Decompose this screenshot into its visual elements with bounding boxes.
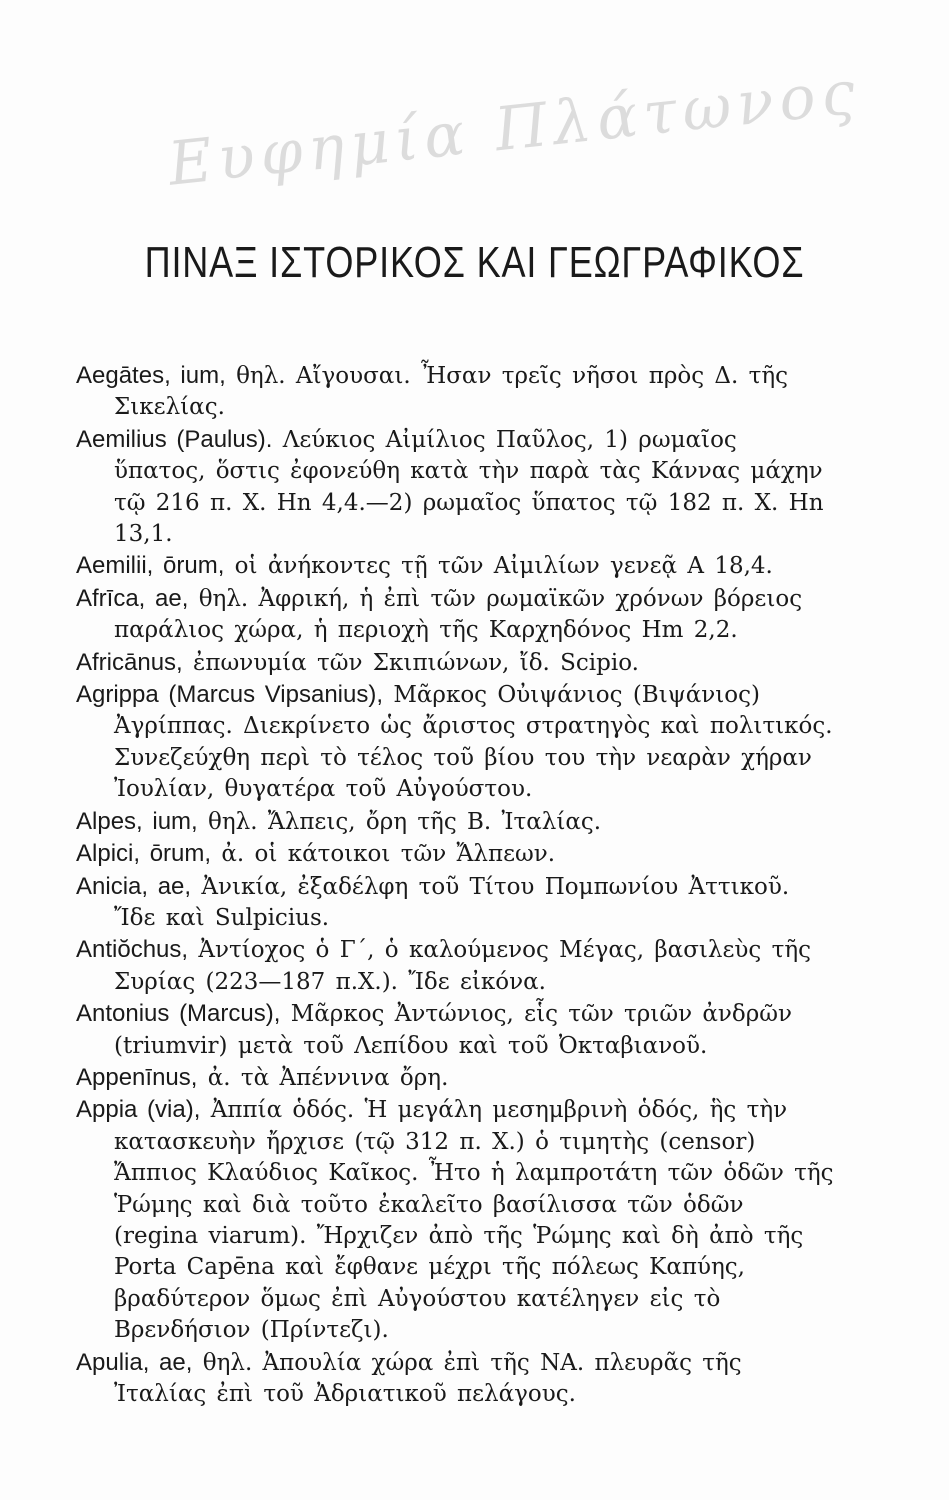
entry-apulia	[76, 1347, 836, 1411]
entry-lemma: Apulia, ae,	[76, 1348, 193, 1376]
entry-lemma: Aegātes, ium,	[76, 362, 226, 389]
entry-text: Ἀππία ὁδός. Ἡ μεγάλη μεσημβρινὴ ὁδός, ἣς τὴν κατασκευὴν ἤρχισε (τῷ 312 π. Χ.) ὁ τιμητὴς (censor) Ἄππιος Κλαύδιος Καῖκος. Ἦτο ἡ λαμπροτάτη τῶν ὁδῶν τῆς Ῥώμης καὶ διὰ τοῦτο ἐκαλεῖτο βασίλισσα τῶν ὁδῶν (regina viarum). Ἤρχιζεν ἀπὸ τῆς Ῥώμης καὶ δὴ ἀπὸ τῆς Porta Capēna καὶ ἔφθανε μέχρι τῆς πόλεως Καπύης, βραδύτερον ὅμως ἐπὶ Αὐγούστου κατέληγεν εἰς τὸ Βρενδήσιον (Πρίντεζι).	[114, 1097, 834, 1344]
entry-lemma: Agrippa (Marcus Vipsanius),	[76, 681, 384, 709]
entry-list	[76, 360, 836, 1410]
entry-text: ἀ. τὰ Ἀπέννινα ὄρη.	[207, 1064, 449, 1091]
entry-text: Μᾶρκος Οὐιψάνιος (Βιψάνιος) Ἀγρίππας. Διεκρίνετο ὡς ἄριστος στρατηγὸς καὶ πολιτικός. Συνεζεύχθη περὶ τὸ τέλος τοῦ βίου του τὴν νεαρὰν χήραν Ἰουλίαν, θυγατέρα τοῦ Αὐγούστου.	[114, 682, 833, 803]
entry-text: θηλ. Ἀφρική, ἡ ἐπὶ τῶν ρωμαϊκῶν χρόνων βόρειος παράλιος χώρα, ἡ περιοχὴ τῆς Καρχηδόνος Hm 2,2.	[114, 585, 803, 644]
entry-agrippa	[76, 679, 836, 806]
page-title: ΠΙΝΑΞ ΙΣΤΟΡΙΚΟΣ ΚΑΙ ΓΕΩΓΡΑΦΙΚΟΣ	[144, 238, 805, 287]
entry-aemilii	[76, 550, 836, 582]
entry-text: Μᾶρκος Ἀντώνιος, εἷς τῶν τριῶν ἀνδρῶν (triumvir) μετὰ τοῦ Λεπίδου καὶ τοῦ Ὀκταβιανοῦ.	[114, 1001, 792, 1059]
entry-text: ἐπωνυμία τῶν Σκιπιώνων, ἴδ. Scipio.	[193, 649, 639, 676]
entry-lemma: Appia (via),	[76, 1096, 201, 1124]
entry-text: θηλ. Αἴγουσαι. Ἦσαν τρεῖς νῆσοι πρὸς Δ. τῆς Σικελίας.	[114, 363, 789, 421]
entry-appia	[76, 1094, 836, 1346]
entry-lemma: Antonius (Marcus),	[76, 1000, 281, 1028]
handwritten-signature: Ευφημία Πλάτωνος	[165, 57, 865, 200]
entry-alpici	[76, 838, 836, 870]
entry-africa	[76, 583, 836, 647]
entry-africanus	[76, 647, 836, 679]
entry-lemma: Alpici, ōrum,	[76, 840, 212, 868]
entry-lemma: Africānus,	[76, 648, 183, 676]
entry-aemilius	[76, 424, 836, 551]
entry-lemma: Aemilius (Paulus).	[76, 425, 273, 453]
entry-antiochus	[76, 934, 836, 998]
entry-lemma: Alpes, ium,	[76, 807, 198, 835]
entry-antonius	[76, 998, 836, 1062]
entry-text: Ἀντίοχος ὁ Γ´, ὁ καλούμενος Μέγας, βασιλεὺς τῆς Συρίας (223—187 π.Χ.). Ἴδε εἰκόνα.	[114, 937, 811, 995]
entry-aegates	[76, 360, 836, 424]
entry-lemma: Afrīca, ae,	[76, 584, 189, 612]
entry-text: θηλ. Ἄλπεις, ὄρη τῆς Β. Ἰταλίας.	[208, 808, 602, 835]
entry-alpes	[76, 806, 836, 838]
entry-lemma: Appenīnus,	[76, 1063, 198, 1091]
entry-appeninus	[76, 1062, 836, 1094]
entry-lemma: Aemilii, ōrum,	[76, 552, 225, 580]
entry-text: Ἀνικία, ἐξαδέλφη τοῦ Τίτου Πομπωνίου Ἀττικοῦ. Ἴδε καὶ Sulpicius.	[114, 873, 790, 931]
entry-lemma: Anicia, ae,	[76, 872, 192, 900]
entry-text: Λεύκιος Αἰμίλιος Παῦλος, 1) ρωμαῖος ὕπατος, ὅστις ἐφονεύθη κατὰ τὴν παρὰ τὰς Κάννας μάχην τῷ 216 π. Χ. Hn 4,4.—2) ρωμαῖος ὕπατος τῷ 182 π. Χ. Hn 13,1.	[114, 426, 824, 548]
entry-text: ἀ. οἱ κάτοικοι τῶν Ἄλπεων.	[221, 841, 556, 868]
entry-lemma: Antiŏchus,	[76, 936, 189, 964]
entry-anicia	[76, 871, 836, 935]
entry-text: θηλ. Ἀπουλία χώρα ἐπὶ τῆς ΝΑ. πλευρᾶς τῆς Ἰταλίας ἐπὶ τοῦ Ἀδριατικοῦ πελάγους.	[114, 1349, 742, 1407]
entry-text: οἱ ἀνήκοντες τῇ τῶν Αἰμιλίων γενεᾷ A 18,4.	[234, 553, 773, 580]
